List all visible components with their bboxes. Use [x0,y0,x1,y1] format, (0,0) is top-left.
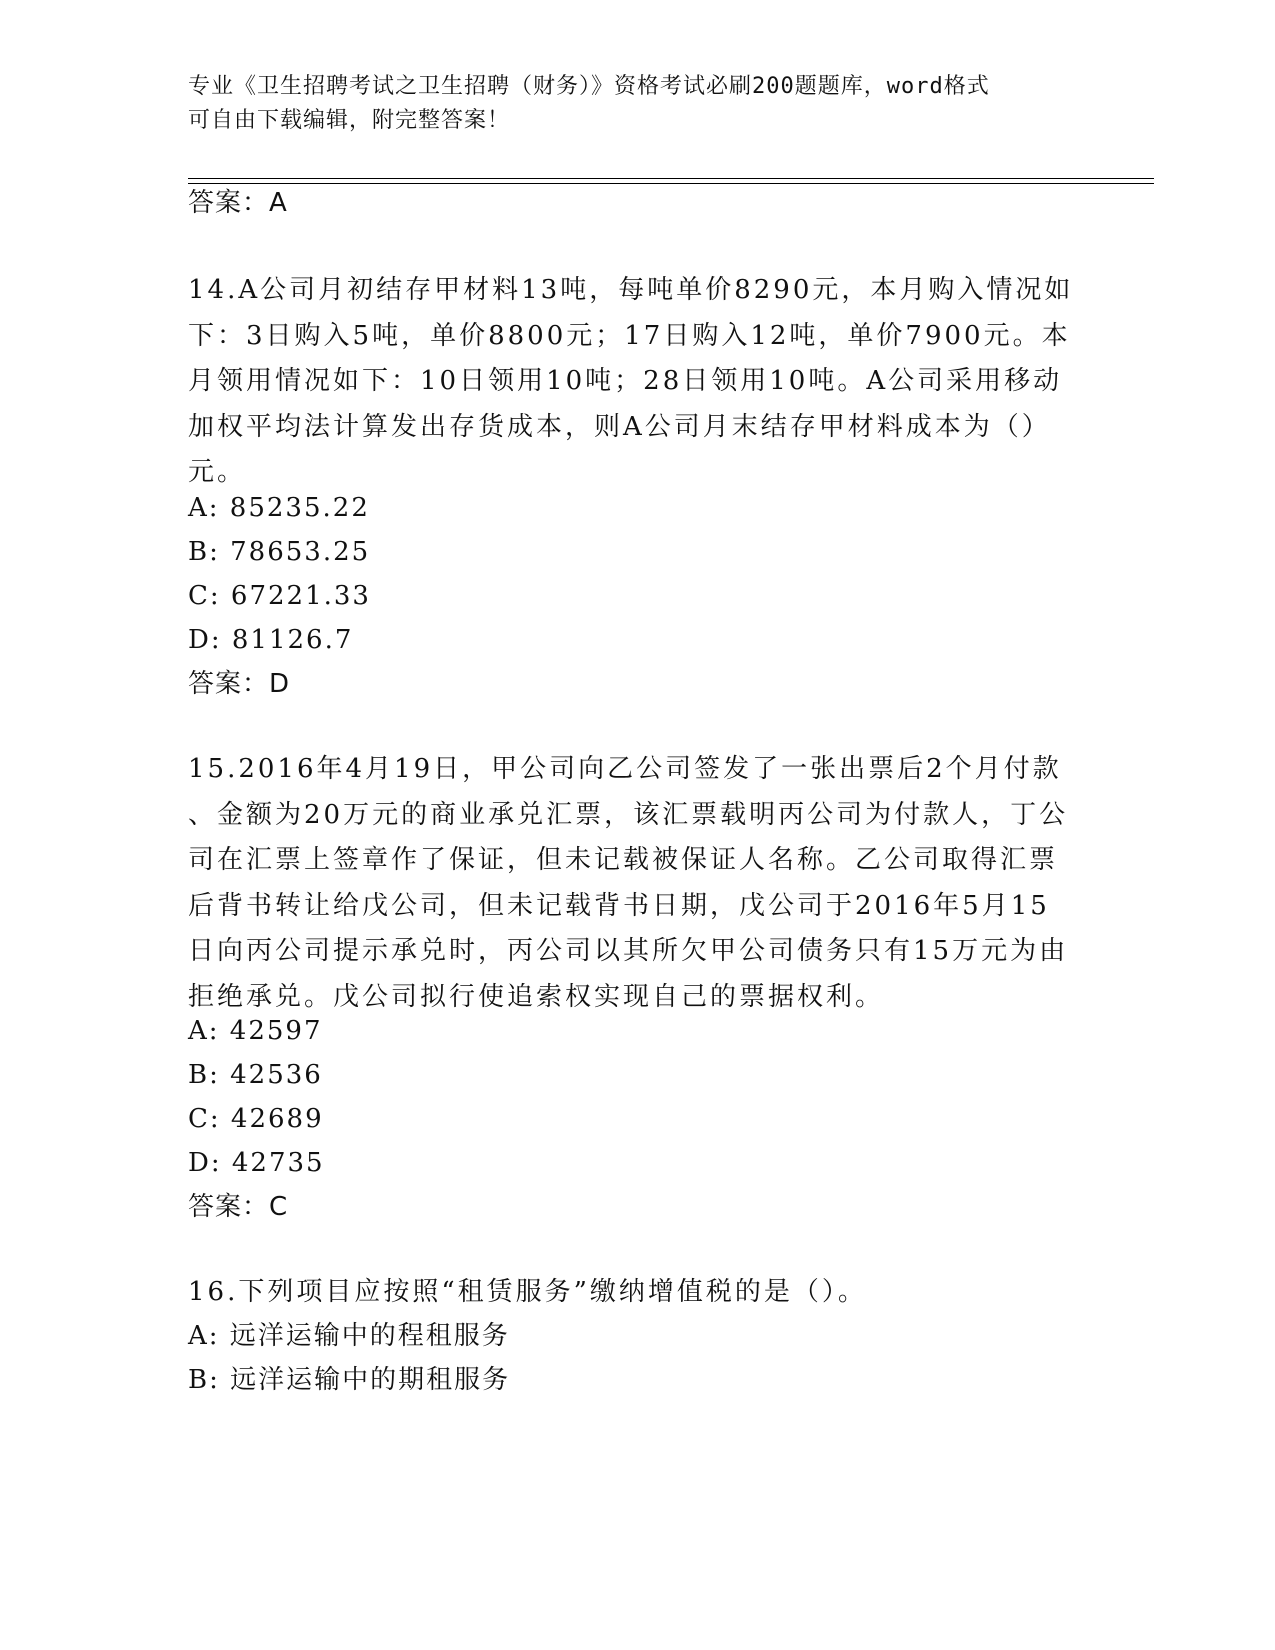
question-16 [188,1270,1078,1316]
question-14-option-c: C: 67221.33 [188,581,371,611]
previous-answer: 答案：A [188,188,288,218]
header-rule-top [188,178,1154,179]
question-15-answer: 答案：C [188,1192,289,1222]
question-15-line: 拒绝承兑。戊公司拟行使追索权实现自己的票据权利。 [188,981,885,1012]
question-14-line: 14.A公司月初结存甲材料13吨，每吨单价8290元，本月购入情况如 [188,275,1074,305]
header-line-1: 专业《卫生招聘考试之卫生招聘（财务）》资格考试必刷200题题库，word格式 [188,74,990,99]
question-15-option-c: C: 42689 [188,1104,324,1134]
question-15-option-d: D: 42735 [188,1148,325,1178]
question-15-line: 后背书转让给戊公司，但未记载背书日期，戊公司于2016年5月15 [188,890,1050,921]
question-15-option-a: A: 42597 [188,1016,323,1046]
question-14 [188,268,1078,496]
header-rule-bottom [188,183,1154,184]
question-15-option-b: B: 42536 [188,1060,323,1090]
question-15-line: 、金额为20万元的商业承兑汇票，该汇票载明丙公司为付款人，丁公 [188,799,1069,830]
question-14-line: 元。 [188,457,247,487]
question-16-line: 16.下列项目应按照“租赁服务”缴纳增值税的是（）。 [188,1277,867,1307]
question-14-option-d: D: 81126.7 [188,625,354,655]
question-15-line: 15.2016年4月19日，甲公司向乙公司签发了一张出票后2个月付款 [188,754,1062,784]
question-16-option-b: B: 远洋运输中的期租服务 [188,1365,511,1395]
question-14-answer: 答案：D [188,669,291,699]
question-14-option-b: B: 78653.25 [188,537,371,567]
header-line-2: 可自由下载编辑，附完整答案！ [188,108,511,133]
question-14-line: 加权平均法计算发出存货成本，则A公司月末结存甲材料成本为（） [188,411,1051,442]
question-14-line: 月领用情况如下：10日领用10吨；28日领用10吨。A公司采用移动 [188,366,1063,396]
question-15-line: 司在汇票上签章作了保证，但未记载被保证人名称。乙公司取得汇票 [188,845,1059,875]
question-14-option-a: A: 85235.22 [188,493,370,523]
question-16-option-a: A: 远洋运输中的程租服务 [188,1321,510,1351]
question-15-line: 日向丙公司提示承兑时，丙公司以其所欠甲公司债务只有15万元为由 [188,936,1069,966]
question-15 [188,747,1078,1020]
document-header [188,70,1088,138]
question-14-line: 下：3日购入5吨，单价8800元；17日购入12吨，单价7900元。本 [188,320,1071,351]
